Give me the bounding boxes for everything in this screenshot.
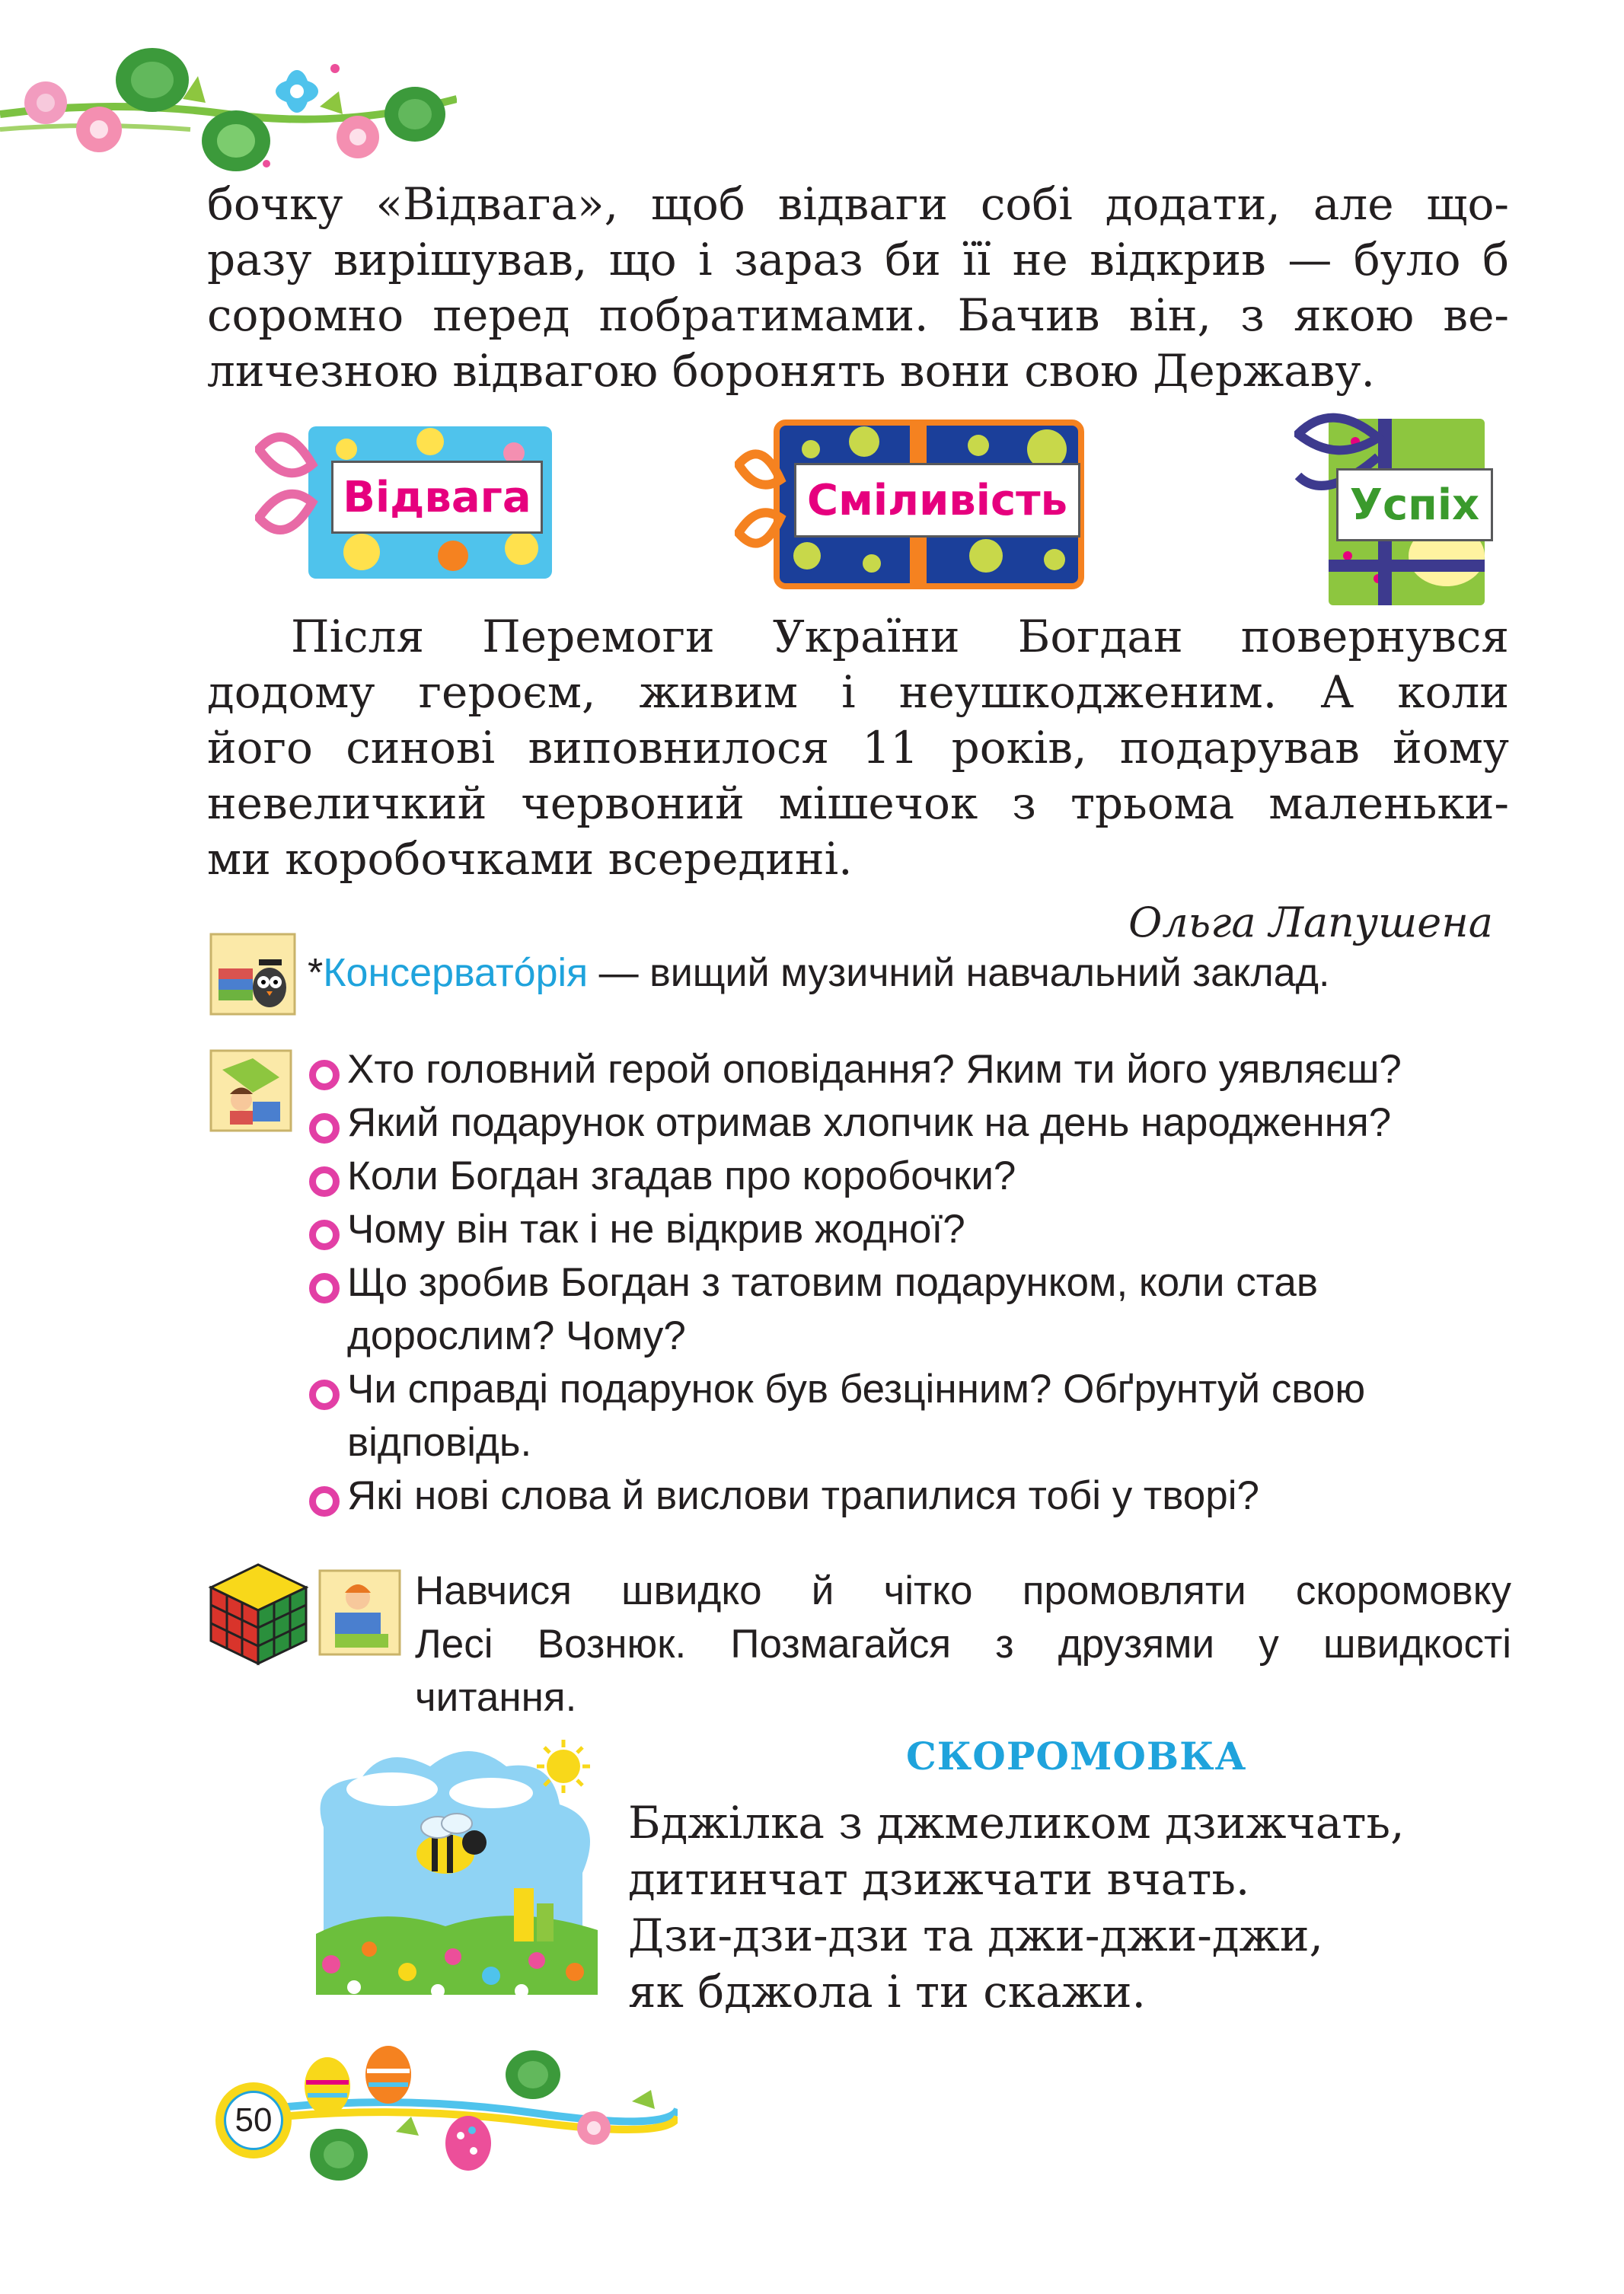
question-text: Чому він так і не відкрив жодної? (347, 1207, 965, 1252)
text-line: його синові виповнилося 11 років, подарував йому (207, 722, 1509, 774)
question-text: Що зробив Богдан з татовим подарунком, коли став дорослим? Чому? (347, 1260, 1319, 1358)
bee-meadow-illustration (301, 1736, 613, 2025)
text-line: Лесі Вознюк. Позмагайся з друзями у швидкості (415, 1622, 1511, 1667)
question-text: Коли Богдан згадав про коробочки? (347, 1153, 1016, 1198)
question-item (305, 1363, 1523, 1469)
question-text: Хто головний герой оповідання? Яким ти його уявляєш? (347, 1047, 1402, 1092)
story-paragraph-1 (207, 177, 1509, 399)
footnote-marker: * (308, 951, 324, 995)
gift-label-bravery: Сміливість (794, 463, 1080, 538)
dictionary-owl-icon (207, 930, 298, 1018)
top-flower-garland-decoration (0, 15, 457, 175)
question-text: Який подарунок отримав хлопчик на день народження? (347, 1100, 1392, 1145)
bullet-dot-icon (309, 1220, 340, 1250)
question-item (305, 1150, 1523, 1203)
text-line: читання. (415, 1675, 577, 1720)
text-line: ми коробочками всередині. (207, 833, 853, 885)
text-line: Навчися швидко й чітко промовляти скоромовку (415, 1568, 1511, 1613)
questions-reading-boy-icon (207, 1047, 295, 1134)
gift-box-bravery (735, 419, 1085, 590)
text-line: личезною відвагою боронять вони свою Державу. (207, 345, 1375, 397)
text-line: разу вирішував, що і зараз би її не відкрив — було б (207, 234, 1509, 286)
question-list (305, 1043, 1523, 1523)
footnote-definition: — вищий музичний навчальний заклад. (588, 951, 1330, 995)
question-item (305, 1096, 1523, 1150)
poem-line: Дзи-дзи-дзи та джи-джи-джи, (628, 1910, 1323, 1961)
rubiks-cube-icon (207, 1561, 310, 1667)
poem-line: Бджілка з джмеликом дзижчать, (628, 1797, 1405, 1849)
bullet-dot-icon (309, 1166, 340, 1197)
gift-label-success: Успіх (1336, 468, 1493, 541)
bullet-dot-icon (309, 1113, 340, 1144)
page-number: 50 (224, 2091, 283, 2150)
question-item (305, 1043, 1523, 1096)
gift-box-courage (255, 419, 560, 582)
question-text: Чи справді подарунок був безцінним? Обґрунтуй свою відповідь. (347, 1367, 1366, 1465)
bullet-dot-icon (309, 1380, 340, 1410)
gift-label-courage: Відвага (331, 461, 543, 534)
page-number-badge (215, 2082, 292, 2158)
bullet-dot-icon (309, 1060, 340, 1090)
tongue-twister-poem (628, 1795, 1405, 2020)
poem-title: СКОРОМОВКА (906, 1734, 1247, 1779)
gift-box-success (1294, 404, 1492, 609)
text-line: соромно перед побратимами. Бачив він, з якою ве- (207, 289, 1509, 341)
text-line: Після Перемоги України Богдан повернувся (291, 611, 1509, 662)
question-item (305, 1469, 1523, 1523)
text-line: невеличкий червоний мішечок з трьома маленьки- (207, 777, 1509, 829)
footnote (308, 948, 1518, 998)
bullet-dot-icon (309, 1486, 340, 1517)
question-item (305, 1203, 1523, 1256)
question-item (305, 1256, 1523, 1363)
bullet-dot-icon (309, 1273, 340, 1303)
poem-line: як бджола і ти скажи. (628, 1966, 1146, 2018)
task-reading-boy-icon (316, 1567, 404, 1658)
footnote-term: Консерватóрія (323, 951, 589, 995)
question-text: Які нові слова й вислови трапилися тобі у творі? (347, 1473, 1259, 1518)
poem-line: дитинчат дзижчати вчать. (628, 1853, 1250, 1905)
author-name: Ольга Лапушена (1128, 898, 1493, 946)
text-line: додому героєм, живим і неушкодженим. А коли (207, 666, 1509, 718)
text-line: бочку «Відвага», щоб відваги собі додати, але що- (207, 178, 1509, 230)
story-paragraph-2 (207, 609, 1509, 887)
tongue-twister-task (415, 1565, 1511, 1724)
